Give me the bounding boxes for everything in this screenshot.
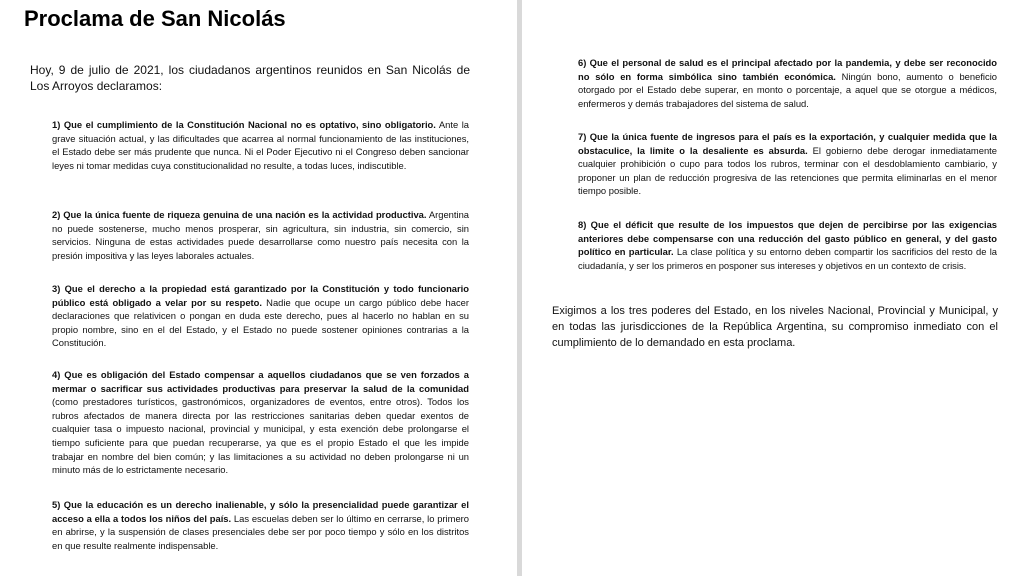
item-4-lead: 4) Que es obligación del Estado compensar a aquellos ciudadanos que se ven forzados a mermar o sacrificar sus actividades productivas para preservar la salud de la comunidad	[52, 369, 469, 394]
page-right	[522, 0, 1024, 576]
item-2-body: Argentina no puede sostenerse, mucho menos prosperar, sin agricultura, sin industria, sin comercio, sin servicios. Ninguna de estas actividades puede desarrollarse como nuestro país necesita con la presión impositiva y las leyes laborales actuales.	[52, 209, 469, 261]
proclamation-item-2	[52, 208, 469, 262]
proclamation-item-7	[578, 130, 997, 198]
item-6-lead: 6) Que el personal de salud es el principal afectado por la pandemia, y debe ser reconocido no sólo en forma simbólica sino también económica.	[578, 57, 997, 82]
item-7-lead: 7) Que la única fuente de ingresos para el país es la exportación, y cualquier medida que la obstaculice, la limite o la desaliente es absurda.	[578, 131, 997, 156]
proclamation-item-3	[52, 282, 469, 350]
item-3-body: Nadie que ocupe un cargo público debe hacer declaraciones que relativicen o pongan en duda este derecho, pues al hacerlo no hablan en su propio nombre, sino en el del Estado, y el Estado no puede sostener opiniones contrarias a la Constitución.	[52, 296, 469, 349]
proclamation-item-4	[52, 368, 469, 477]
proclamation-item-8	[578, 218, 997, 272]
item-5-lead: 5) Que la educación es un derecho inalienable, y sólo la presencialidad puede garantizar el acceso a ella a todos los niños del país.	[52, 499, 469, 524]
item-2-lead: 2) Que la única fuente de riqueza genuina de una nación es la actividad productiva.	[52, 209, 427, 220]
item-5-body: Las escuelas deben ser lo último en cerrarse, lo primero en abrirse, y la suspensión de clases presenciales debe ser por poco tiempo y sólo en los distritos en que resulte realmente indispensable.	[52, 512, 469, 551]
proclamation-item-1	[52, 118, 469, 172]
item-1-lead: 1) Que el cumplimiento de la Constitución Nacional no es optativo, sino obligatorio.	[52, 119, 436, 130]
document-intro: Hoy, 9 de julio de 2021, los ciudadanos argentinos reunidos en San Nicolás de Los Arroyos declaramos:	[30, 63, 470, 93]
item-3-lead: 3) Que el derecho a la propiedad está garantizado por la Constitución y todo funcionario público está obligado a velar por su respeto.	[52, 283, 469, 308]
item-1-body: Ante la grave situación actual, y las dificultades que acarrea al normal funcionamiento de las instituciones, el Estado debe ser más prudente que nunca. Ni el Poder Ejecutivo ni el Congreso deben sancionar leyes ni tomar medidas cuya constitucionalidad no resulte, a todas luces, indiscutible.	[52, 119, 469, 171]
item-8-lead: 8) Que el déficit que resulte de los impuestos que dejen de percibirse por las exigencias anteriores debe compensarse con una reducción del gasto público en general, y del gasto político en particular.	[578, 219, 997, 258]
document-closing: Exigimos a los tres poderes del Estado, en los niveles Nacional, Provincial y Municipal, y en todas las jurisdicciones de la República Argentina, su compromiso inmediato con el cumplimiento de lo demandado en esta proclama.	[552, 305, 998, 349]
item-8-body: La clase política y su entorno deben compartir los sacrificios del resto de la ciudadanía, y ser los primeros en posponer sus intereses y objetivos en un contexto de crisis.	[578, 246, 997, 271]
document-title: Proclama de San Nicolás	[24, 6, 286, 31]
proclamation-item-5	[52, 498, 469, 552]
proclamation-item-6	[578, 56, 997, 110]
item-7-body: El gobierno debe derogar inmediatamente cualquier prohibición o cupo para todos los rubros, terminar con el desdoblamiento cambiario, y proponer un plan de reducción progresiva de las retenciones que permita eliminarlas en el menor tiempo posible.	[578, 144, 997, 197]
item-4-body: (como prestadores turísticos, gastronómicos, organizadores de eventos, entre otros). Todos los rubros afectados de manera directa por las restricciones sanitarias deben quedar exentos de cualquier tasa o impuesto nacional, provincial y municipal, y esta exención debe prolongarse el tiempo suficiente para que puedan recuperarse, ya que es el propio Estado el que les impide trabajar en nombre del bien común; y las limitaciones a su actividad no deben prolongarse ni un minuto más de lo estrictamente necesario.	[52, 396, 469, 476]
item-6-body: Ningún bono, aumento o beneficio otorgado por el Estado debe superar, en monto o porcentaje, a aquel que se otorgue a médicos, enfermeros y demás trabajadores del sistema de salud.	[578, 70, 997, 109]
